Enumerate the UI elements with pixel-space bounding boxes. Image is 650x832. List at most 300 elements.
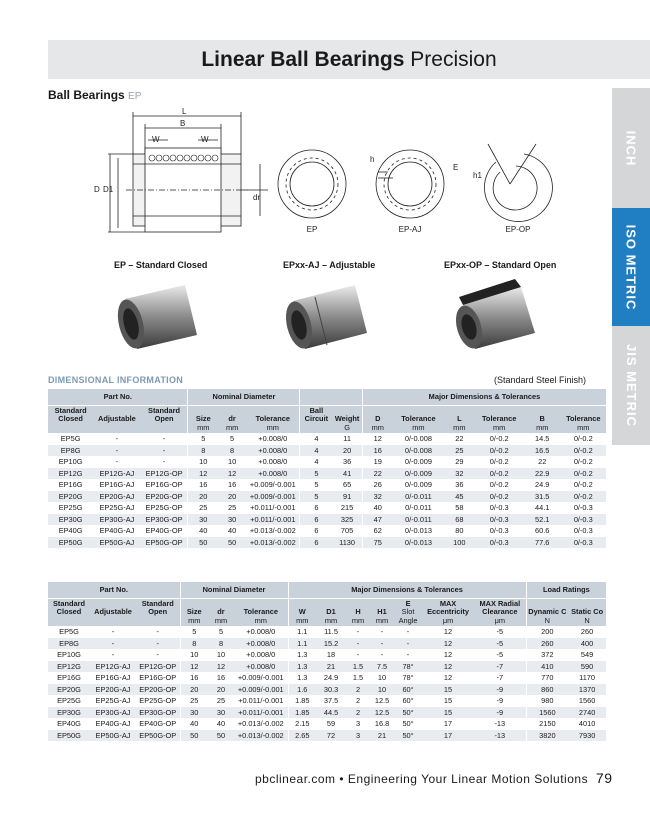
table-cell: 17 <box>443 719 453 729</box>
table-cell: 260 <box>526 638 568 650</box>
unit-cell <box>141 423 188 433</box>
table-cell: +0.013/-0.002 <box>249 526 296 536</box>
table-cell: 78° <box>402 673 414 683</box>
table-cell: 6 <box>300 525 332 537</box>
table-row <box>48 445 606 457</box>
table-row <box>48 695 606 707</box>
table-cell: 0/-0.2 <box>573 434 593 444</box>
title-bold: Linear Ball Bearings <box>201 48 405 71</box>
table-row <box>48 433 606 445</box>
column-header: dr <box>218 405 246 423</box>
page-footer <box>255 770 612 786</box>
photo-standard-closed <box>105 275 205 355</box>
table-cell: EP30G-OP <box>141 514 188 526</box>
table-cell: 2.15 <box>288 718 316 730</box>
table-cell: 21 <box>316 661 346 673</box>
table-cell: 50° <box>402 719 414 729</box>
table-cell: +0.011/-0.001 <box>246 514 300 526</box>
table-cell: 11.5 <box>324 627 338 637</box>
tab-jis-metric-label: JIS METRIC <box>623 344 639 427</box>
table-cell: - <box>93 445 140 457</box>
unit-cell: mm <box>188 423 218 433</box>
table-cell: - <box>162 457 166 467</box>
table-cell: - <box>380 627 384 637</box>
table-cell: 25 <box>444 445 474 457</box>
table-cell: 0/-0.3 <box>561 537 606 549</box>
table-cell: 12 <box>443 673 453 683</box>
table-cell: 1.6 <box>288 684 316 696</box>
table-cell: +0.011/-0.001 <box>250 503 296 513</box>
table-cell: 29 <box>455 457 464 467</box>
column-header: Standard Open <box>136 598 180 616</box>
table-cell: 0/-0.3 <box>561 514 606 526</box>
section-code: EP <box>128 91 142 102</box>
table-cell: - <box>115 457 119 467</box>
table-cell: 68 <box>444 514 474 526</box>
table-cell: +0.013/-0.002 <box>246 537 300 549</box>
table-cell: 30 <box>188 514 218 526</box>
table-cell: 0/-0.011 <box>393 514 445 526</box>
table-cell: 5 <box>230 434 235 444</box>
table-cell: 30 <box>218 514 246 526</box>
table-cell: 0/-0.2 <box>561 445 606 457</box>
table-cell: 15 <box>422 707 474 719</box>
unit-cell: mm <box>180 616 208 626</box>
table-cell: 22 <box>538 457 547 467</box>
table-row <box>48 730 606 742</box>
tab-jis-metric[interactable] <box>612 326 650 445</box>
table-cell: 17 <box>422 730 474 742</box>
unit-cell <box>93 423 140 433</box>
table-cell: 4 <box>300 445 332 457</box>
table-cell: +0.008/0 <box>246 627 276 637</box>
table-cell: EP5G <box>59 627 79 637</box>
table-cell: 40 <box>188 525 218 537</box>
unit-cell: mm <box>288 616 316 626</box>
table-cell: 1.5 <box>346 661 370 673</box>
unit-cell <box>90 616 136 626</box>
table-cell: -5 <box>496 627 504 637</box>
table-cell: 1.3 <box>288 649 316 661</box>
unit-cell <box>48 616 90 626</box>
unit-cell <box>48 423 93 433</box>
table-cell: 12 <box>443 627 453 637</box>
table-cell: 2 <box>346 684 370 696</box>
table-cell: 0/-0.011 <box>393 491 445 503</box>
table-cell: 24.9 <box>323 673 339 683</box>
table-cell: 705 <box>340 526 354 536</box>
table-cell: -5 <box>474 638 526 650</box>
table-cell: - <box>115 434 119 444</box>
table-cell: EP30G <box>48 707 90 719</box>
table-cell: +0.013/-0.002 <box>237 719 284 729</box>
column-header: Adjustable <box>90 598 136 616</box>
table-cell: 22 <box>362 468 392 480</box>
table-cell: 60° <box>402 696 414 706</box>
table-cell: 8 <box>188 445 218 457</box>
table-cell: 1170 <box>579 673 596 683</box>
dimensional-information-heading: DIMENSIONAL INFORMATION <box>48 375 184 385</box>
table-cell: - <box>156 627 159 637</box>
dimensions-table-1 <box>48 389 606 548</box>
table-cell: 16.8 <box>374 719 390 729</box>
table-cell: - <box>136 638 180 650</box>
table-cell: EP25G <box>57 696 81 706</box>
table-cell: 1560 <box>526 707 568 719</box>
table-cell: 400 <box>568 638 606 650</box>
table-cell: 60.6 <box>535 526 550 536</box>
table-cell: 50° <box>394 707 422 719</box>
unit-cell: mm <box>370 616 394 626</box>
table-row <box>48 502 606 514</box>
table-cell: EP50G-OP <box>141 537 188 549</box>
table-cell: EP25G <box>58 503 83 513</box>
table-cell: 6 <box>300 514 332 526</box>
table-cell: 12.5 <box>374 696 390 706</box>
end-view-label-ep-aj: EP-AJ <box>398 225 422 234</box>
table-cell: -9 <box>474 707 526 719</box>
table-cell: 91 <box>332 491 362 503</box>
table-cell: 37.5 <box>323 696 339 706</box>
column-header: Ball Circuit <box>300 405 332 423</box>
dim-label-w-left: W <box>152 135 160 144</box>
table-cell: 40 <box>227 526 237 536</box>
column-header: Weight <box>332 405 362 423</box>
table-cell: 0/-0.2 <box>561 468 606 480</box>
table-cell: EP8G <box>48 445 93 457</box>
column-header: W <box>288 598 316 616</box>
column-header: E Slot <box>394 598 422 616</box>
table-cell: EP25G-AJ <box>95 696 131 706</box>
table-cell: 16 <box>188 479 218 491</box>
column-header: MAX Radial Clearance <box>474 598 526 616</box>
table-cell: 1370 <box>568 684 606 696</box>
column-header: H <box>346 598 370 616</box>
section-title <box>48 88 141 102</box>
table-cell: - <box>346 638 370 650</box>
column-header: B <box>524 405 561 423</box>
column-header: Tolerance <box>393 405 445 423</box>
table-cell: 77.6 <box>524 537 561 549</box>
table-row <box>48 661 606 673</box>
table-cell: 4010 <box>578 719 596 729</box>
table-cell: 5 <box>188 433 218 445</box>
table-cell: -7 <box>474 661 526 673</box>
unit-cell: mm <box>362 423 392 433</box>
table-cell: EP12G-AJ <box>93 468 140 480</box>
unit-cell: G <box>332 423 362 433</box>
table-cell: EP40G <box>58 526 83 536</box>
table-cell: 590 <box>568 661 606 673</box>
column-header: dr <box>208 598 234 616</box>
table-cell: 3 <box>355 719 361 729</box>
table-cell: 0/-0.3 <box>489 503 509 513</box>
table-cell: - <box>111 650 115 660</box>
photo-standard-open <box>445 275 545 355</box>
table-cell: -9 <box>496 696 504 706</box>
table-cell: EP20G <box>48 684 90 696</box>
group2-load-ratings: Load Ratings <box>526 582 606 598</box>
table-cell: 78° <box>394 661 422 673</box>
table-cell: 47 <box>362 514 392 526</box>
group-part-no: Part No. <box>48 389 188 405</box>
end-view-label-ep-op: EP-OP <box>505 225 531 234</box>
table-cell: EP40G-OP <box>139 719 177 729</box>
table-cell: EP50G <box>48 537 93 549</box>
unit-cell: N <box>568 616 606 626</box>
table-cell: 50° <box>394 730 422 742</box>
table-cell: 770 <box>526 672 568 684</box>
table-cell: - <box>111 627 115 637</box>
column-header: D1 <box>316 598 346 616</box>
table-row <box>48 684 606 696</box>
table-cell: 40 <box>216 719 226 729</box>
unit-cell: mm <box>393 423 445 433</box>
table-cell: 12 <box>422 661 474 673</box>
table-cell: 19 <box>362 456 392 468</box>
table-cell: EP25G-OP <box>139 696 177 706</box>
table-cell: EP16G <box>58 480 83 490</box>
unit-cell: mm <box>208 616 234 626</box>
table-cell: -7 <box>496 673 504 683</box>
unit-cell: mm <box>234 616 288 626</box>
unit-cell: mm <box>218 423 246 433</box>
caption-adjustable: EPxx-AJ – Adjustable <box>283 260 376 270</box>
table-cell: 45 <box>444 491 474 503</box>
title-light: Precision <box>410 48 497 71</box>
table-cell: - <box>356 627 360 637</box>
table-cell: 52.1 <box>524 514 561 526</box>
table-cell: EP20G-OP <box>136 684 180 696</box>
table-cell: 100 <box>444 537 474 549</box>
table-row <box>48 672 606 684</box>
table-cell: - <box>394 638 422 650</box>
table-cell: 0/-0.2 <box>489 457 509 467</box>
table-cell: - <box>141 445 188 457</box>
dim-label-h: h <box>370 155 375 164</box>
table-cell: 44.1 <box>535 503 550 513</box>
table-cell: +0.008/0 <box>258 434 288 444</box>
table-cell: 4 <box>300 456 332 468</box>
table-cell: EP16G-OP <box>145 480 183 490</box>
table-cell: 6 <box>300 502 332 514</box>
table-cell: 16 <box>362 445 392 457</box>
table-cell: 0/-0.009 <box>404 457 432 467</box>
table-cell: 12 <box>188 468 218 480</box>
table-cell: 40 <box>180 718 208 730</box>
table-cell: 1.85 <box>288 707 316 719</box>
table-cell: 8 <box>180 638 208 650</box>
table-cell: 549 <box>580 650 594 660</box>
table-cell: 40 <box>362 502 392 514</box>
table-cell: 0/-0.3 <box>489 526 509 536</box>
table-cell: 0/-0.013 <box>404 526 432 536</box>
table-cell: 16 <box>227 480 237 490</box>
table-cell: +0.009/-0.001 <box>237 673 284 683</box>
table-cell: EP20G-OP <box>141 491 188 503</box>
table-cell: 7930 <box>568 730 606 742</box>
column-header: Static Co <box>568 598 606 616</box>
table-cell: EP12G-OP <box>141 468 188 480</box>
tab-iso-metric[interactable] <box>612 208 650 326</box>
table-cell: +0.008/0 <box>258 457 288 467</box>
group2-major-dimensions: Major Dimensions & Tolerances <box>288 582 526 598</box>
table-cell: - <box>380 650 384 660</box>
table-cell: 0/-0.2 <box>474 491 524 503</box>
table-cell: EP10G <box>57 650 81 660</box>
column-header: MAX Eccentricity <box>422 598 474 616</box>
column-header: Size <box>188 405 218 423</box>
table-cell: 0/-0.2 <box>573 480 593 490</box>
table-cell: 59 <box>326 719 336 729</box>
unit-cell: Angle <box>394 616 422 626</box>
table-cell: 8 <box>218 445 246 457</box>
unit-cell: mm <box>524 423 561 433</box>
table-cell: 2150 <box>526 718 568 730</box>
table-cell: - <box>162 434 166 444</box>
table-cell: EP40G-AJ <box>95 719 131 729</box>
table-cell: EP20G <box>48 491 93 503</box>
tab-inch[interactable] <box>612 88 650 208</box>
table-cell: EP20G-AJ <box>93 491 140 503</box>
technical-drawing <box>48 104 608 264</box>
table-cell: 20 <box>218 491 246 503</box>
footer-text: pbclinear.com • Engineering Your Linear Motion Solutions <box>255 772 589 786</box>
table-cell: 7.5 <box>370 661 394 673</box>
table-cell: EP30G-OP <box>136 707 180 719</box>
table-cell: EP50G-AJ <box>90 730 136 742</box>
table-cell: 41 <box>332 468 362 480</box>
unit-cell: μm <box>422 616 474 626</box>
table-row <box>48 537 606 549</box>
table-cell: 3 <box>346 730 370 742</box>
dim-label-d1: D1 <box>103 185 114 194</box>
table-cell: +0.009/-0.001 <box>234 684 288 696</box>
table-cell: 30 <box>180 707 208 719</box>
table-cell: 25 <box>180 695 208 707</box>
table-cell: EP16G-AJ <box>95 673 131 683</box>
table-cell: EP12G-AJ <box>90 661 136 673</box>
column-subheader: Slot <box>401 607 415 617</box>
table-cell: EP10G <box>58 457 83 467</box>
table-cell: 5 <box>300 468 332 480</box>
table-cell: 50 <box>218 537 246 549</box>
table-cell: EP5G <box>60 434 81 444</box>
table-cell: 22 <box>455 434 464 444</box>
table-cell: 21 <box>370 730 394 742</box>
table-row <box>48 626 606 638</box>
table-cell: 60° <box>394 684 422 696</box>
table-cell: 11 <box>343 434 351 444</box>
table-cell: 5 <box>180 626 208 638</box>
group-major-dimensions: Major Dimensions & Tolerances <box>362 389 606 405</box>
unit-cell: mm <box>346 616 370 626</box>
table-cell: 36 <box>342 457 352 467</box>
unit-cell: mm <box>561 423 606 433</box>
photo-adjustable <box>275 275 375 355</box>
unit-cell: mm <box>474 423 524 433</box>
table-cell: 50 <box>188 537 218 549</box>
table-row <box>48 707 606 719</box>
table-cell: 12.5 <box>370 707 394 719</box>
table-cell: EP30G-AJ <box>93 514 140 526</box>
table-cell: +0.011/-0.001 <box>234 707 288 719</box>
table-cell: 15.2 <box>316 638 346 650</box>
unit-cell: mm <box>246 423 300 433</box>
group-nominal-diameter: Nominal Diameter <box>188 389 300 405</box>
dim-label-b: B <box>180 119 186 128</box>
table-cell: 32 <box>362 491 392 503</box>
table-cell: 10 <box>216 650 226 660</box>
table-cell: -13 <box>474 730 526 742</box>
caption-standard-closed: EP – Standard Closed <box>114 260 208 270</box>
table-cell: +0.008/0 <box>246 650 276 660</box>
table-cell: -9 <box>474 684 526 696</box>
table-cell: 22.9 <box>524 468 561 480</box>
unit-cell: N <box>526 616 568 626</box>
column-header: Tolerance <box>474 405 524 423</box>
table-cell: EP50G-AJ <box>93 537 140 549</box>
table-cell: 32 <box>444 468 474 480</box>
material-note: (Standard Steel Finish) <box>494 375 587 385</box>
table-cell: +0.008/0 <box>246 468 300 480</box>
table-cell: 31.5 <box>524 491 561 503</box>
table-cell: 58 <box>455 503 464 513</box>
table-cell: +0.008/0 <box>246 445 300 457</box>
table-cell: 16 <box>216 673 226 683</box>
dim-label-e: E <box>453 163 459 172</box>
table-cell: - <box>370 638 394 650</box>
table-cell: 44.5 <box>316 707 346 719</box>
table-row <box>48 649 606 661</box>
table-row <box>48 638 606 650</box>
table-row <box>48 491 606 503</box>
section-title-text: Ball Bearings <box>48 88 125 102</box>
table-cell: EP16G-OP <box>139 673 177 683</box>
table-cell: 3820 <box>526 730 568 742</box>
table-cell: 20 <box>332 445 362 457</box>
table-cell: 0/-0.2 <box>489 434 509 444</box>
table-cell: 1.5 <box>352 673 364 683</box>
table-cell: 5 <box>218 627 224 637</box>
table-cell: 260 <box>580 627 594 637</box>
table-cell: 5 <box>300 491 332 503</box>
table-cell: EP50G <box>48 730 90 742</box>
table-cell: 15 <box>422 684 474 696</box>
table-cell: 16.5 <box>524 445 561 457</box>
unit-cell <box>300 423 332 433</box>
table-cell: 1.1 <box>288 626 316 638</box>
table-cell: +0.008/0 <box>234 661 288 673</box>
column-header: Standard Closed <box>48 405 93 423</box>
table-cell: 0/-0.2 <box>573 457 593 467</box>
table-cell: +0.011/-0.001 <box>238 696 284 706</box>
table-cell: EP12G-OP <box>136 661 180 673</box>
table-cell: EP40G <box>57 719 81 729</box>
unit-cell: mm <box>444 423 474 433</box>
table-cell: 15 <box>443 696 453 706</box>
unit-cell: mm <box>316 616 346 626</box>
table-cell: - <box>90 638 136 650</box>
dim-label-dr: dr <box>253 193 261 202</box>
page-number: 79 <box>595 770 613 786</box>
table-cell: EP40G-OP <box>145 526 183 536</box>
table-cell: 410 <box>526 661 568 673</box>
table-cell: 1.3 <box>288 672 316 684</box>
table-cell: 4 <box>300 433 332 445</box>
table-cell: EP16G <box>57 673 81 683</box>
table-cell: 0/-0.009 <box>393 468 445 480</box>
